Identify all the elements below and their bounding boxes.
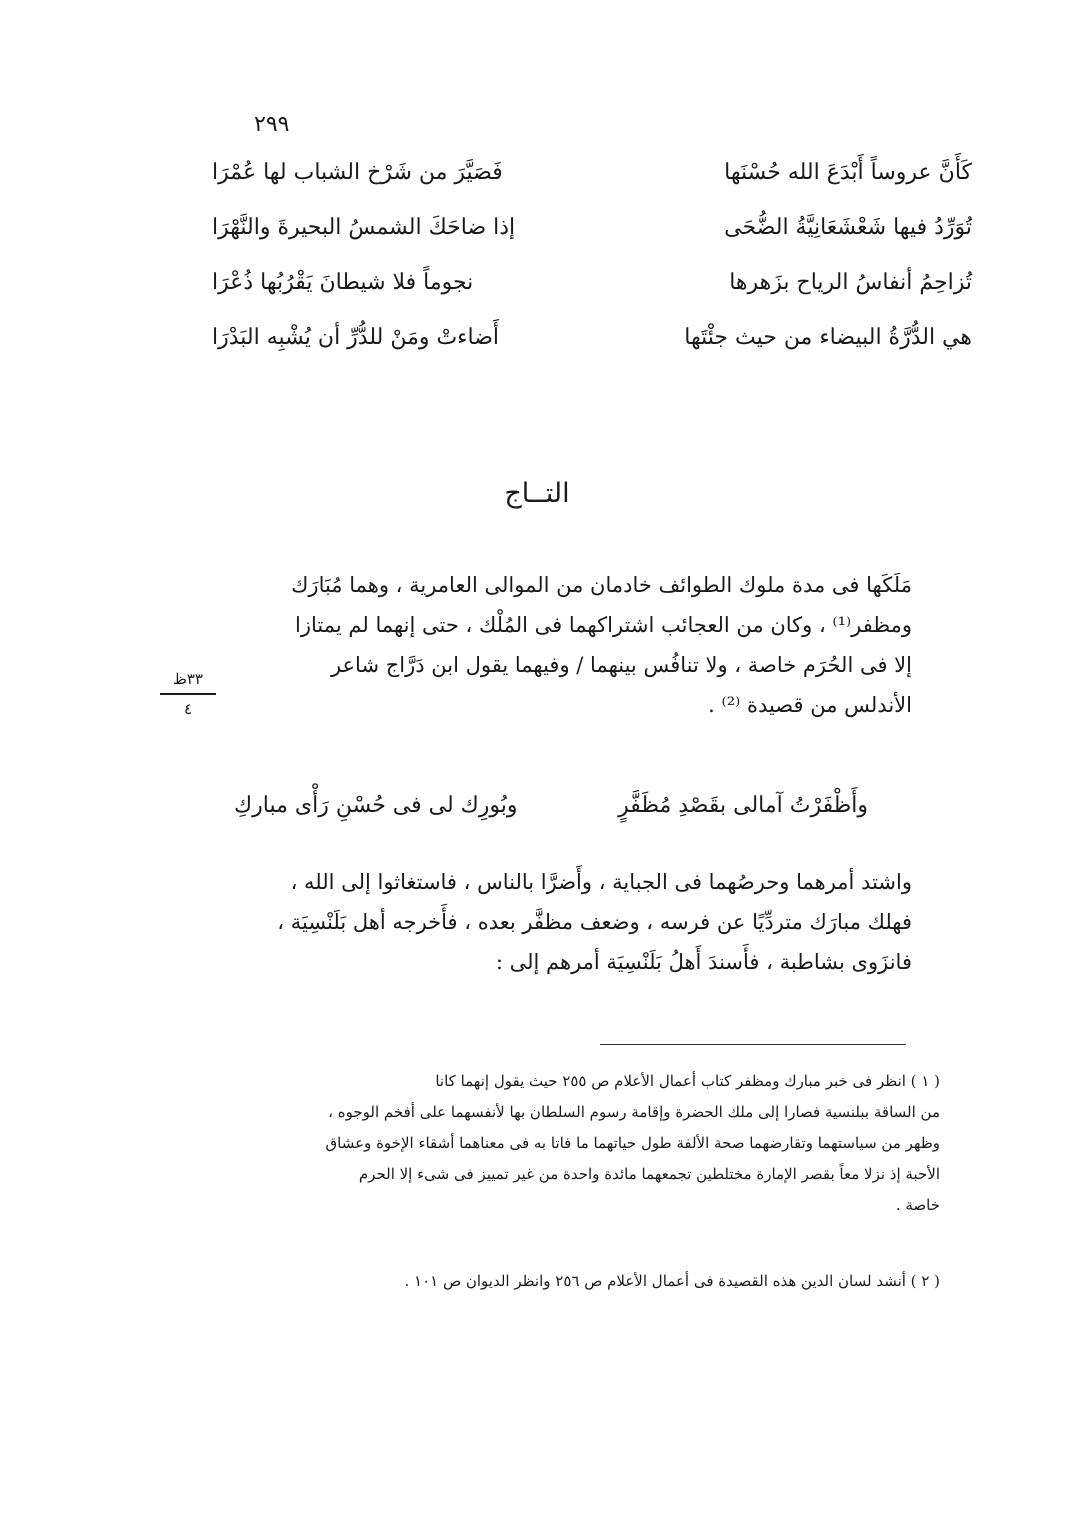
folio-divider: [160, 693, 216, 695]
verse-first-hemistich: هي الدُّرَّةُ البيضاء من حيث جئْتَها: [684, 325, 972, 350]
footnote-1: [210, 1066, 940, 1221]
footnote-line: ( ٢ ) أنشد لسان الدين هذه القصيدة فى أعمال الأعلام ص ٢٥٦ وانظر الديوان ص ١٠١ .: [404, 1272, 940, 1290]
footnote-2: [210, 1266, 940, 1297]
verse-second-hemistich: فَصَيَّرَ من شَرْخ الشباب لها عُمْرَا: [212, 160, 503, 185]
page-number: ٢٩٩: [254, 112, 290, 137]
quoted-verse: [234, 793, 868, 818]
verse-second-hemistich: وبُورِك لى فى حُسْنِ رَأْى مباركِ: [234, 793, 518, 818]
text-line: مَلَكَها فى مدة ملوك الطوائف خادمان من الموالى العامرية ، وهما مُبَارَك: [291, 573, 912, 597]
folio-reference: ٣٣ظ: [173, 670, 203, 688]
verse-first-hemistich: تُوَرِّدُ فيها شَعْشَعَانِيَّةُ الضُّحَى: [724, 215, 972, 240]
text-line: فهلك مبارَك متردِّيًا عن فرسه ، وضعف مظفَّر بعده ، فأَخرجه أهل بَلَنْسِيَة ،: [277, 910, 912, 934]
text-line: الأندلس من قصيدة ⁽²⁾ .: [708, 693, 912, 717]
manuscript-folio-note: [160, 668, 216, 720]
poem-verse: [212, 160, 972, 185]
paragraph-1: [152, 565, 912, 725]
poem-verse: [212, 325, 972, 350]
verse-second-hemistich: إذا ضاحَكَ الشمسُ البحيرةَ والنَّهْرَا: [212, 215, 516, 240]
verse-first-hemistich: تُزاحِمُ أنفاسُ الرياح بزَهرها: [729, 270, 972, 295]
footnote-line: ( ١ ) انظر فى خبر مبارك ومظفر كتاب أعمال الأعلام ص ٢٥٥ حيث يقول إنهما كانا: [435, 1072, 940, 1090]
poem-verse: [212, 270, 972, 295]
text-line: ومظفر⁽¹⁾ ، وكان من العجائب اشتراكهما فى المُلْك ، حتى إنهما لم يمتازا: [295, 613, 912, 637]
chapter-title: التــاج: [504, 478, 570, 509]
footnote-separator: [600, 1044, 906, 1045]
footnote-line: الأحبة إذ نزلا معاً بقصر الإمارة مختلطين تجمعهما مائدة واحدة من غير تمييز فى شىء إلا الحرم: [358, 1165, 940, 1183]
text-line: واشتد أمرهما وحرصُهما فى الجباية ، وأَضرَّا بالناس ، فاستغاثوا إلى الله ،: [290, 870, 912, 894]
folio-page: ٤: [183, 700, 193, 718]
text-line: إلا فى الحُرَم خاصة ، ولا تنافُس بينهما / وفيهما يقول ابن دَرَّاج شاعر: [330, 653, 912, 677]
verse-second-hemistich: أَضاءتْ ومَنْ للدُّرِّ أن يُشْبِه البَدْرَا: [212, 325, 500, 350]
footnote-line: خاصة .: [895, 1196, 940, 1214]
paragraph-2: [152, 862, 912, 982]
verse-first-hemistich: كَأَنَّ عروساً أَبْدَعَ الله حُسْنَها: [724, 160, 972, 185]
footnote-line: من الساقة ببلنسية فصارا إلى ملك الحضرة وإقامة رسوم السلطان بها لأنفسهما على أفخم الوجوه ،: [328, 1103, 940, 1121]
verse-second-hemistich: نجوماً فلا شيطانَ يَقْرُبُها ذُعْرَا: [212, 270, 474, 295]
poem-verse: [212, 215, 972, 240]
footnote-line: وظهر من سياستهما وتقارضهما صحة الألفة طول حياتهما ما فاتا به فى معناهما أشقاء الإخوة وعشاق: [325, 1134, 940, 1152]
verse-first-hemistich: وأَظْفَرْتُ آمالى بقَصْدِ مُظَفَّرٍ: [618, 793, 868, 818]
text-line: فانزَوى بشاطبة ، فأَسندَ أَهلُ بَلَنْسِيَة أمرهم إلى :: [495, 950, 912, 974]
